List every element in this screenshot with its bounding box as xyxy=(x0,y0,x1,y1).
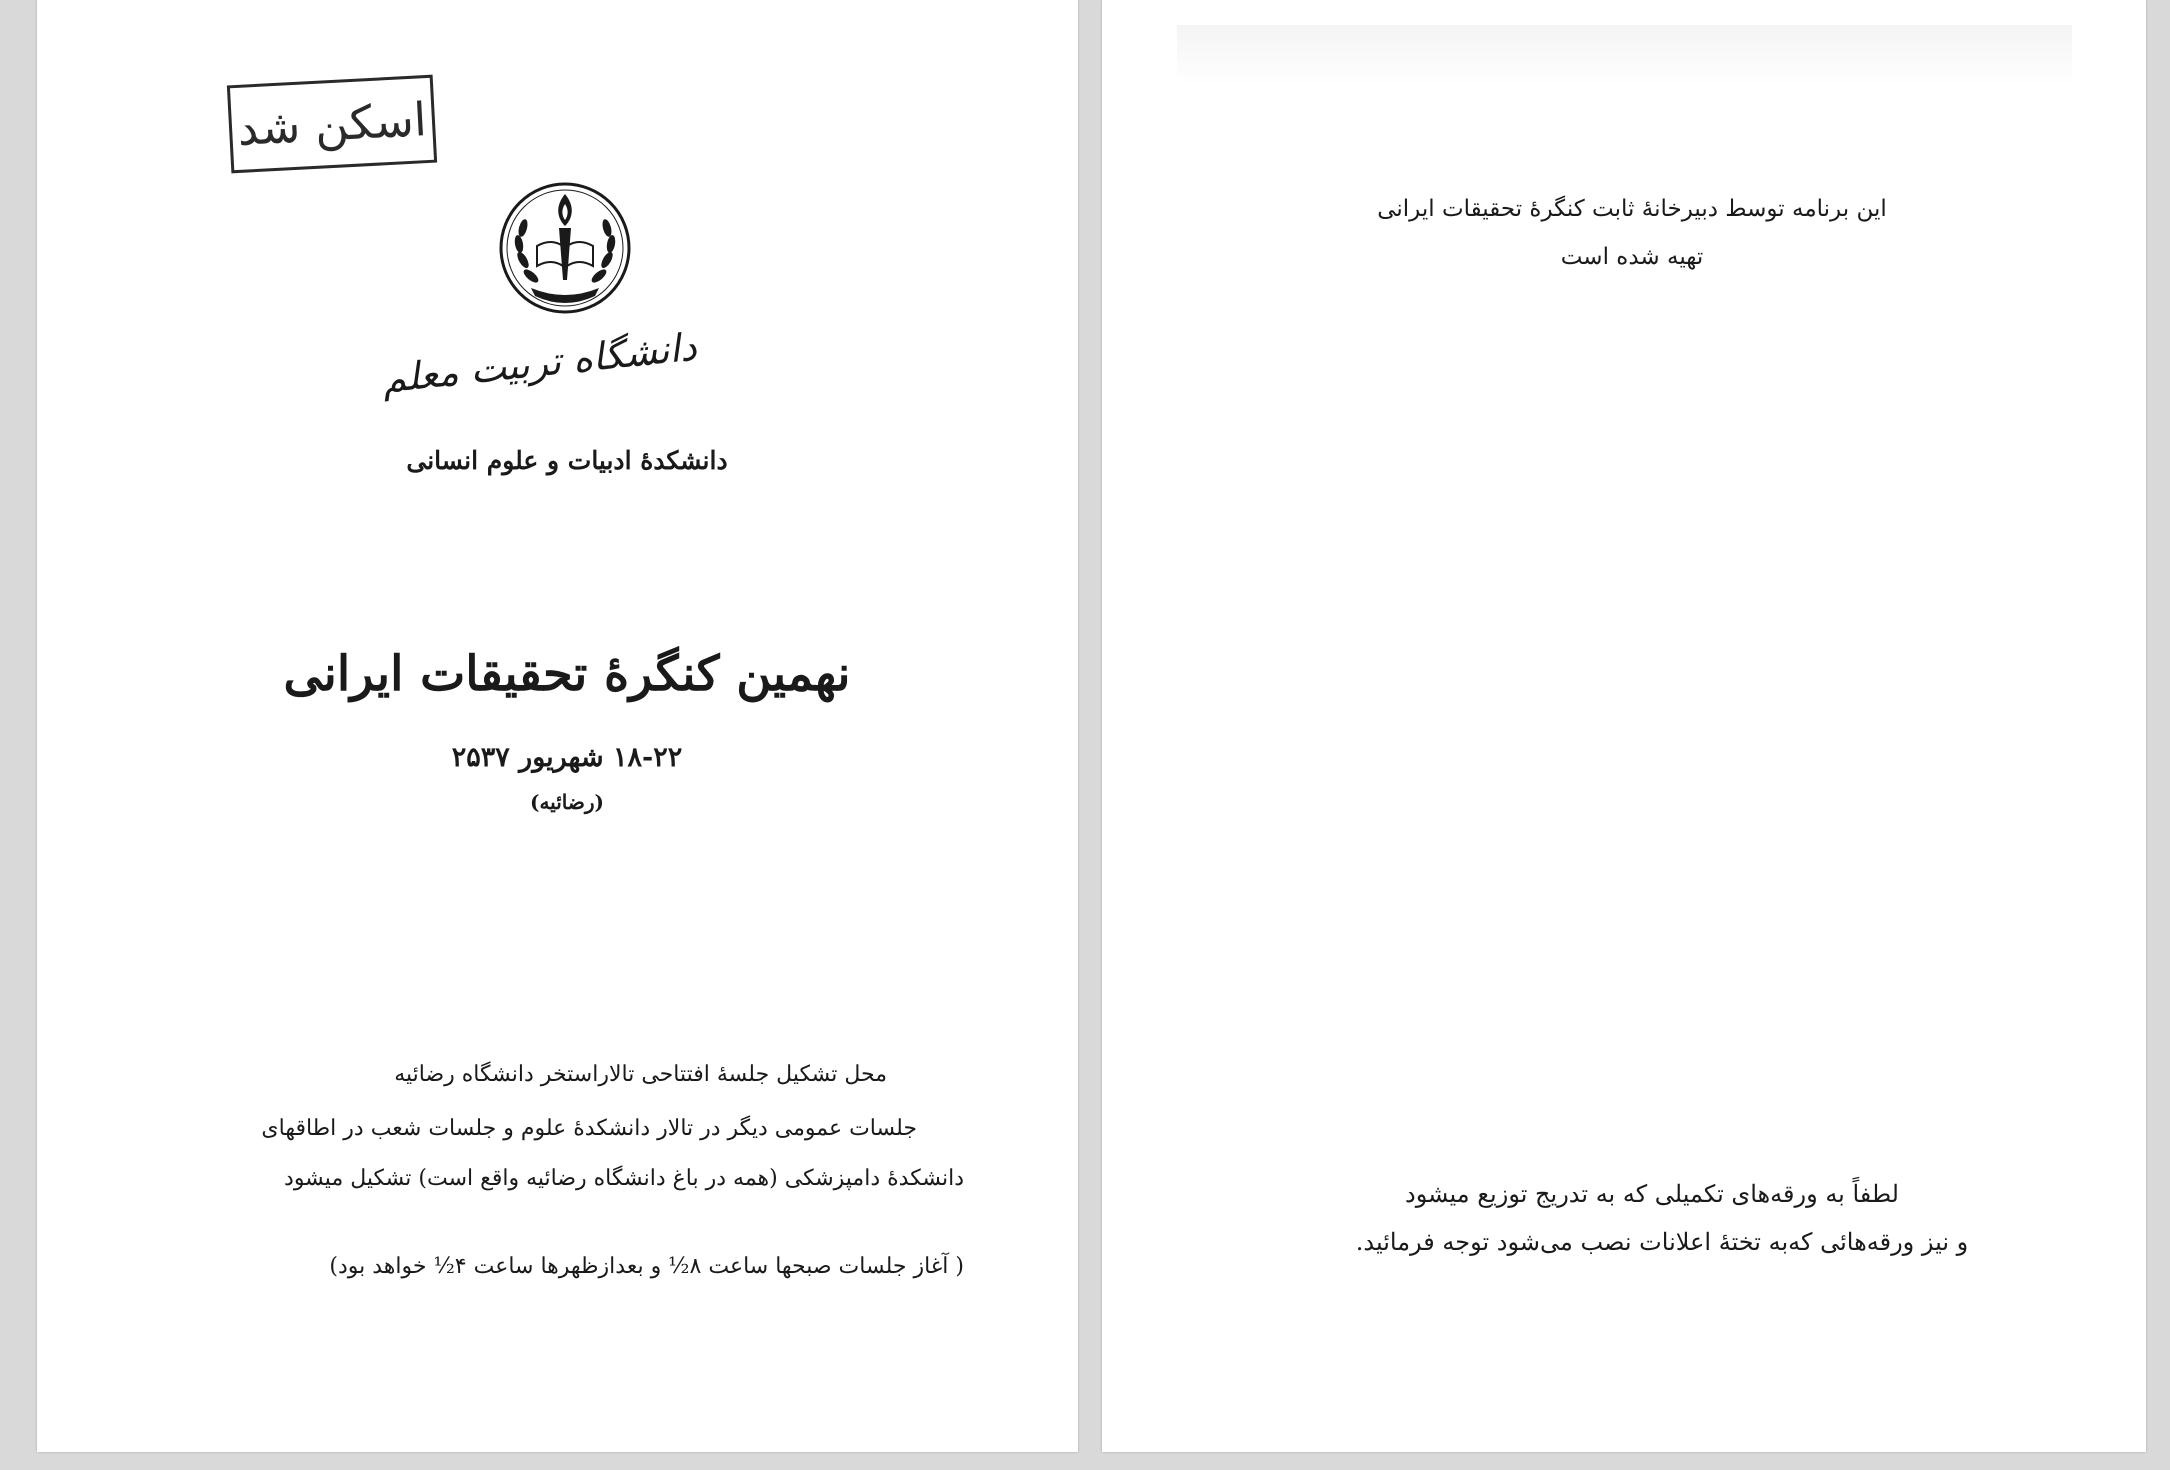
page-right xyxy=(1102,0,2146,1452)
notice-line-1: لطفاً به ورقه‌های تکمیلی که به تدریج توزیع میشود xyxy=(1405,1180,1899,1208)
prepared-by-line-1: این برنامه توسط دبیرخانهٔ ثابت کنگرهٔ تحقیقات ایرانی xyxy=(1377,196,1887,222)
notice-line-2: و نیز ورقه‌هائی که‌به تختهٔ اعلانات نصب می‌شود توجه فرمائید. xyxy=(1355,1228,1969,1256)
faculty-name: دانشکدهٔ ادبیات و علوم انسانی xyxy=(406,446,728,475)
opening-venue: محل تشکیل جلسهٔ افتتاحی تالاراستخر دانشگاه رضائیه xyxy=(394,1062,887,1087)
sessions-line-2: دانشکدهٔ دامپزشکی (همه در باغ دانشگاه رضائیه واقع است) تشکیل میشود xyxy=(284,1166,964,1191)
university-name: دانشگاه تربیت معلم xyxy=(379,324,699,402)
session-timing: ( آغاز جلسات صبحها ساعت ۸½ و بعدازظهرها ساعت ۴½ خواهد بود) xyxy=(329,1254,964,1279)
scanned-stamp xyxy=(227,75,437,174)
prepared-by-line-2: تهیه شده است xyxy=(1560,244,1704,270)
congress-city: (رضائیه) xyxy=(530,790,604,814)
congress-dates: ۱۸-۲۲ شهریور ۲۵۳۷ xyxy=(451,742,683,773)
page-left xyxy=(37,0,1078,1452)
congress-title: نهمین کنگرهٔ تحقیقات ایرانی xyxy=(283,646,851,702)
university-emblem-icon xyxy=(497,180,633,316)
sessions-line-1: جلسات عمومی دیگر در تالار دانشکدهٔ علوم و جلسات شعب در اطاقهای xyxy=(261,1116,917,1141)
scan-shading xyxy=(1177,25,2072,85)
stamp-text: اسکن شد xyxy=(236,92,428,156)
